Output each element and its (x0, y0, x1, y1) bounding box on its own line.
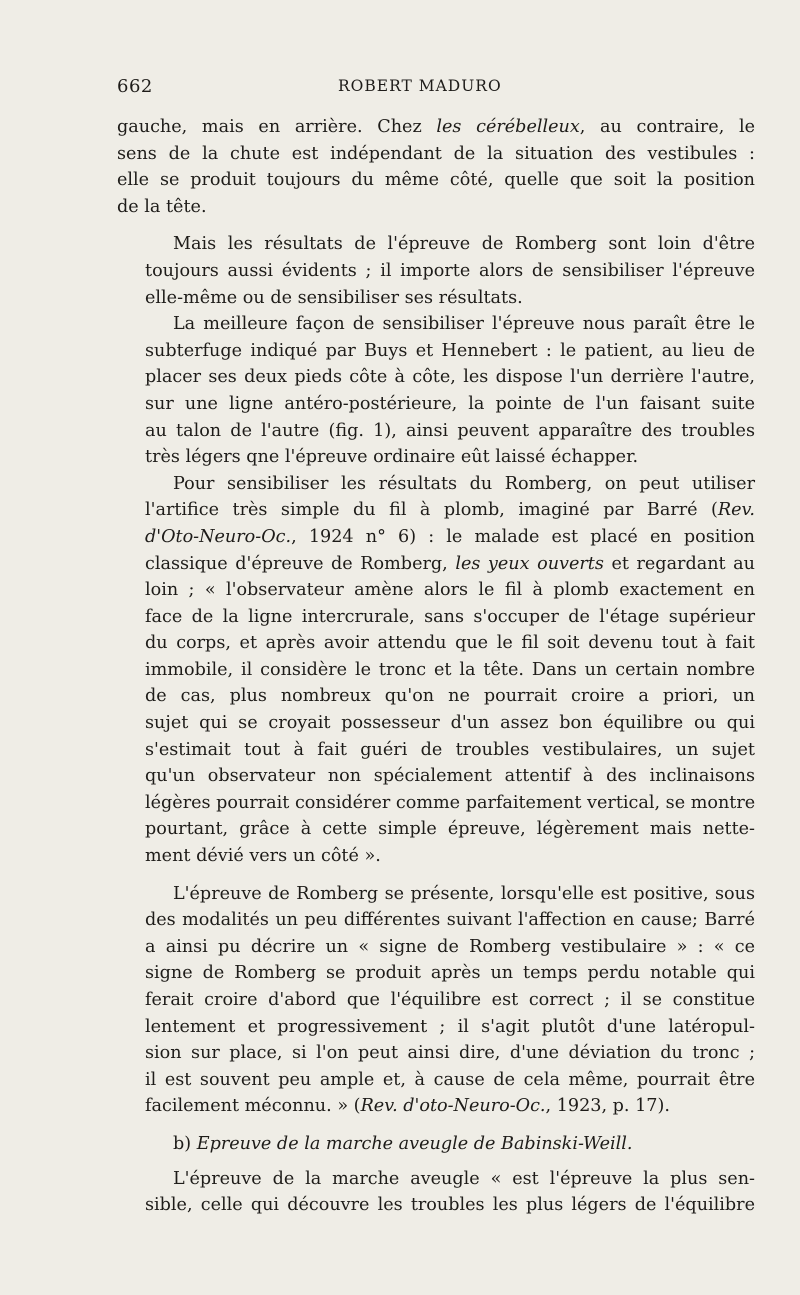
text-line: Pour sensibiliser les résultats du Romberg, on peut utiliser (173, 473, 755, 494)
text-line: du corps, et après avoir attendu que le fil soit devenu tout à fait (145, 633, 755, 654)
text-line: légères pourrait considérer comme parfaitement vertical, se montre (145, 792, 756, 813)
text-line: sens de la chute est indépendant de la situation des vestibules : (117, 143, 755, 164)
text-line: pourtant, grâce à cette simple épreuve, légèrement mais nette- (145, 819, 755, 840)
text-line: au talon de l'autre (fig. 1), ainsi peuvent apparaître des troubles (145, 420, 755, 441)
paragraph-2 (117, 231, 755, 311)
paragraph-5 (117, 881, 755, 1120)
paragraph-4 (117, 471, 755, 870)
text-line: sujet qui se croyait possesseur d'un assez bon équilibre ou qui (145, 713, 755, 734)
text-line: ferait croire d'abord que l'équilibre est correct ; il se constitue (145, 990, 755, 1010)
paragraph-1 (117, 114, 755, 220)
text-line: d'Oto-Neuro-Oc., 1924 n° 6) : le malade est placé en position (145, 526, 755, 547)
text-line: sion sur place, si l'on peut ainsi dire, d'une déviation du tronc ; (145, 1043, 755, 1064)
text-line: s'estimait tout à fait guéri de troubles vestibulaires, un sujet (145, 739, 755, 760)
running-title: ROBERT MADURO (338, 77, 502, 95)
text-line: L'épreuve de la marche aveugle « est l'épreuve la plus sen- (173, 1168, 755, 1189)
text-line: de la tête. (117, 196, 207, 217)
text-line: loin ; « l'observateur amène alors le fil à plomb exactement en (145, 580, 755, 601)
text-line: Mais les résultats de l'épreuve de Romberg sont loin d'être (173, 234, 755, 255)
text-line: sur une ligne antéro-postérieure, la pointe de l'un faisant suite (145, 393, 755, 414)
text-line: il est souvent peu ample et, à cause de cela même, pourrait être (145, 1069, 755, 1090)
text-line: de cas, plus nombreux qu'on ne pourrait croire a priori, un (145, 686, 755, 707)
text-line: elle se produit toujours du même côté, quelle que soit la position (117, 170, 755, 191)
text-line: L'épreuve de Romberg se présente, lorsqu'elle est positive, sous (173, 883, 755, 904)
text-line: l'artifice très simple du fil à plomb, imaginé par Barré (Rev. (145, 500, 755, 521)
running-head (117, 76, 753, 100)
text-line: des modalités un peu différentes suivant l'affection en cause; Barré (145, 910, 755, 931)
body-text (117, 114, 755, 1219)
text-line: elle-même ou de sensibiliser ses résultats. (145, 287, 523, 308)
text-line: immobile, il considère le tronc et la tête. Dans un certain nombre (145, 659, 755, 680)
text-line: signe de Romberg se produit après un temps perdu notable qui (145, 963, 755, 984)
text-line: facilement méconnu. » (Rev. d'oto-Neuro-Oc., 1923, p. 17). (145, 1096, 670, 1117)
section-heading: b) Epreuve de la marche aveugle de Babinski-Weill. (173, 1133, 633, 1154)
text-line: toujours aussi évidents ; il importe alors de sensibiliser l'épreuve (145, 260, 755, 281)
text-line: sible, celle qui découvre les troubles les plus légers de l'équilibre (145, 1195, 755, 1216)
paragraph-6 (117, 1166, 755, 1219)
text-line: a ainsi pu décrire un « signe de Romberg vestibulaire » : « ce (145, 936, 755, 957)
text-line: La meilleure façon de sensibiliser l'épreuve nous paraît être le (173, 314, 755, 335)
text-line: ment dévié vers un côté ». (145, 846, 381, 867)
text-line: placer ses deux pieds côte à côte, les dispose l'un derrière l'autre, (145, 367, 755, 388)
text-line: face de la ligne intercrurale, sans s'occuper de l'étage supérieur (145, 606, 755, 627)
paragraph-3 (117, 311, 755, 471)
text-line: lentement et progressivement ; il s'agit plutôt d'une latéropul- (145, 1016, 755, 1037)
text-line: qu'un observateur non spécialement attentif à des inclinaisons (145, 766, 755, 787)
page-number: 662 (117, 76, 153, 97)
text-line: classique d'épreuve de Romberg, les yeux ouverts et regardant au (145, 553, 755, 574)
text-line: subterfuge indiqué par Buys et Hennebert : le patient, au lieu de (145, 340, 755, 361)
text-line: gauche, mais en arrière. Chez les cérébelleux, au contraire, le (117, 117, 755, 137)
text-line: très légers qne l'épreuve ordinaire eût laissé échapper. (145, 447, 639, 468)
